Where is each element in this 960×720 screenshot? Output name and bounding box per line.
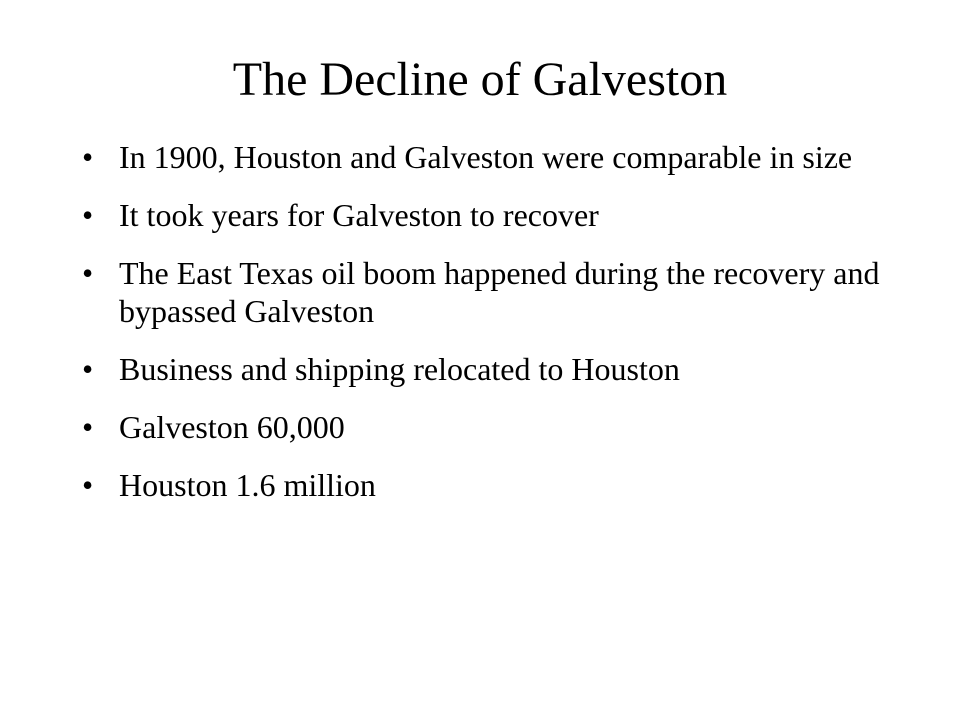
slide-title: The Decline of Galveston — [232, 53, 728, 106]
bullet-text: Business and shipping relocated to Houston — [119, 351, 680, 387]
bullet-list — [82, 138, 902, 524]
bullet-icon: • — [82, 467, 94, 503]
bullet-item — [82, 408, 902, 446]
bullet-icon: • — [82, 197, 94, 233]
bullet-text: It took years for Galveston to recover — [119, 197, 599, 233]
bullet-item — [82, 254, 902, 330]
bullet-icon: • — [82, 255, 94, 291]
bullet-text: The East Texas oil boom happened during the recovery and bypassed Galveston — [119, 255, 880, 329]
bullet-icon: • — [82, 409, 94, 445]
bullet-text: Galveston 60,000 — [119, 409, 345, 445]
bullet-icon: • — [82, 351, 94, 387]
bullet-item — [82, 466, 902, 504]
bullet-item — [82, 138, 902, 176]
bullet-icon: • — [82, 139, 94, 175]
bullet-text: Houston 1.6 million — [119, 467, 376, 503]
bullet-item — [82, 196, 902, 234]
bullet-item — [82, 350, 902, 388]
bullet-text: In 1900, Houston and Galveston were comparable in size — [119, 139, 853, 175]
